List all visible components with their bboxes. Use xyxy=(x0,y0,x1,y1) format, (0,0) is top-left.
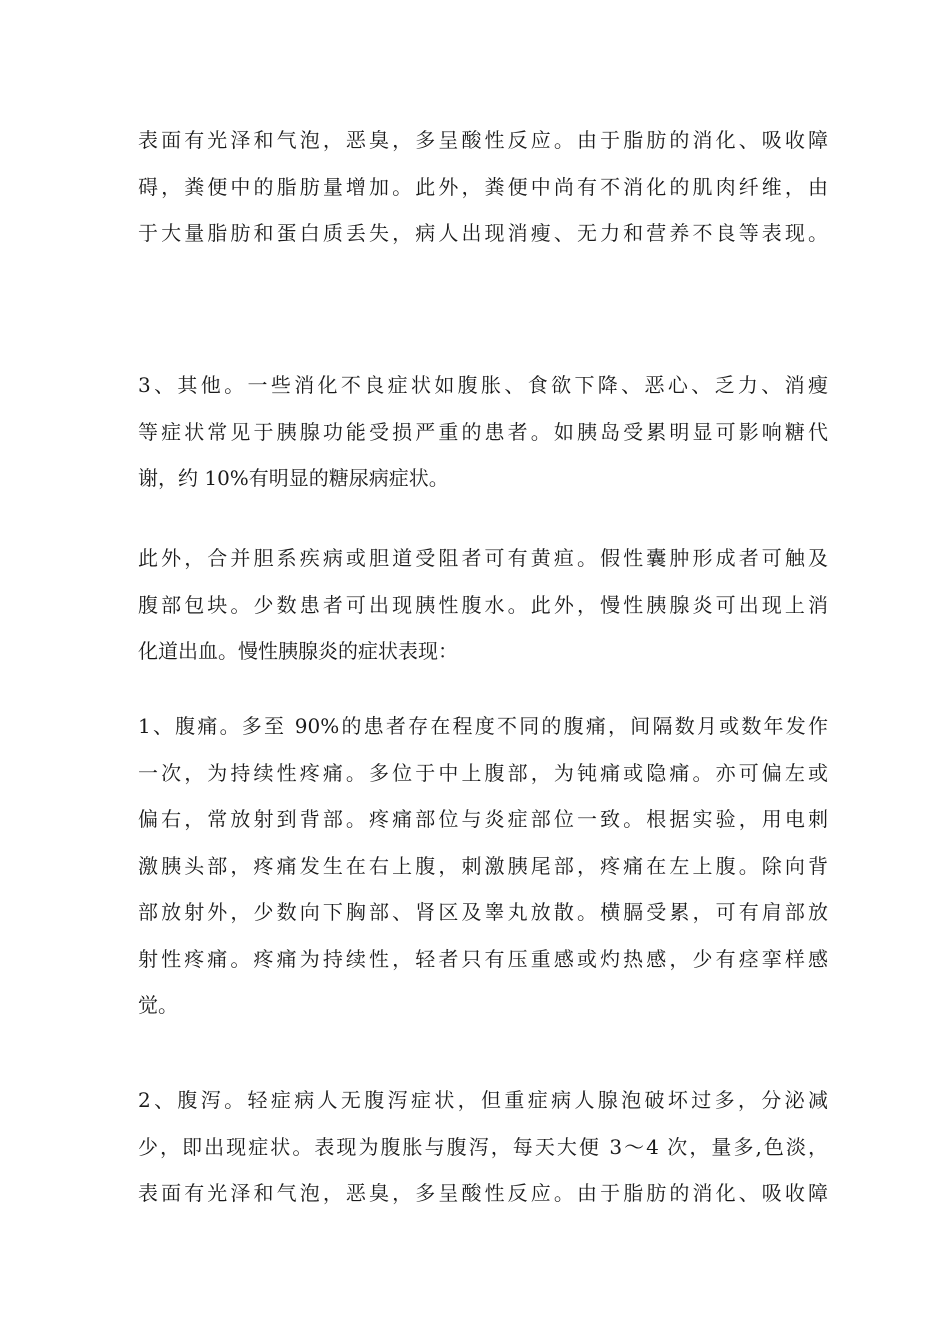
paragraph-abdominal-pain xyxy=(138,703,828,1029)
text-line: 射性疼痛。疼痛为持续性，轻者只有压重感或灼热感，少有痉挛样感 xyxy=(138,946,828,971)
text-line: 表面有光泽和气泡，恶臭，多呈酸性反应。由于脂肪的消化、吸收障 xyxy=(138,128,828,152)
paragraph-jaundice xyxy=(138,535,828,675)
text-line: 3、其他。一些消化不良症状如腹胀、食欲下降、恶心、乏力、消瘦 xyxy=(138,373,828,397)
text-line: 激胰头部，疼痛发生在右上腹，刺激胰尾部，疼痛在左上腹。除向背 xyxy=(138,853,828,878)
text-line: 一次，为持续性疼痛。多位于中上腹部，为钝痛或隐痛。亦可偏左或 xyxy=(138,760,828,785)
paragraph-other-symptoms xyxy=(138,362,828,502)
paragraph-diarrhea xyxy=(138,1077,828,1217)
text-line: 等症状常见于胰腺功能受损严重的患者。如胰岛受累明显可影响糖代 xyxy=(138,419,828,444)
text-line: 偏右，常放射到背部。疼痛部位与炎症部位一致。根据实验，用电刺 xyxy=(138,807,828,831)
text-line: 1、腹痛。多至 90%的患者存在程度不同的腹痛，间隔数月或数年发作 xyxy=(138,714,828,738)
text-line: 化道出血。慢性胰腺炎的症状表现： xyxy=(138,639,458,663)
text-line: 腹部包块。少数患者可出现胰性腹水。此外，慢性胰腺炎可出现上消 xyxy=(138,592,828,617)
text-line: 部放射外，少数向下胸部、肾区及睾丸放散。横膈受累，可有肩部放 xyxy=(138,900,828,924)
text-line: 谢，约 10%有明显的糖尿病症状。 xyxy=(138,466,449,490)
text-line: 觉。 xyxy=(138,993,178,1017)
text-line: 此外，合并胆系疾病或胆道受阻者可有黄疸。假性囊肿形成者可触及 xyxy=(138,546,828,570)
text-line: 表面有光泽和气泡，恶臭，多呈酸性反应。由于脂肪的消化、吸收障 xyxy=(138,1181,828,1205)
text-line: 碍，粪便中的脂肪量增加。此外，粪便中尚有不消化的肌肉纤维，由 xyxy=(138,174,828,199)
text-line: 少，即出现症状。表现为腹胀与腹泻，每天大便 3～4 次，量多,色淡， xyxy=(138,1134,828,1159)
paragraph-steatorrhea-continued xyxy=(138,117,828,257)
text-line: 2、腹泻。轻症病人无腹泻症状，但重症病人腺泡破坏过多，分泌减 xyxy=(138,1088,828,1112)
text-line: 于大量脂肪和蛋白质丢失，病人出现消瘦、无力和营养不良等表现。 xyxy=(138,221,828,245)
